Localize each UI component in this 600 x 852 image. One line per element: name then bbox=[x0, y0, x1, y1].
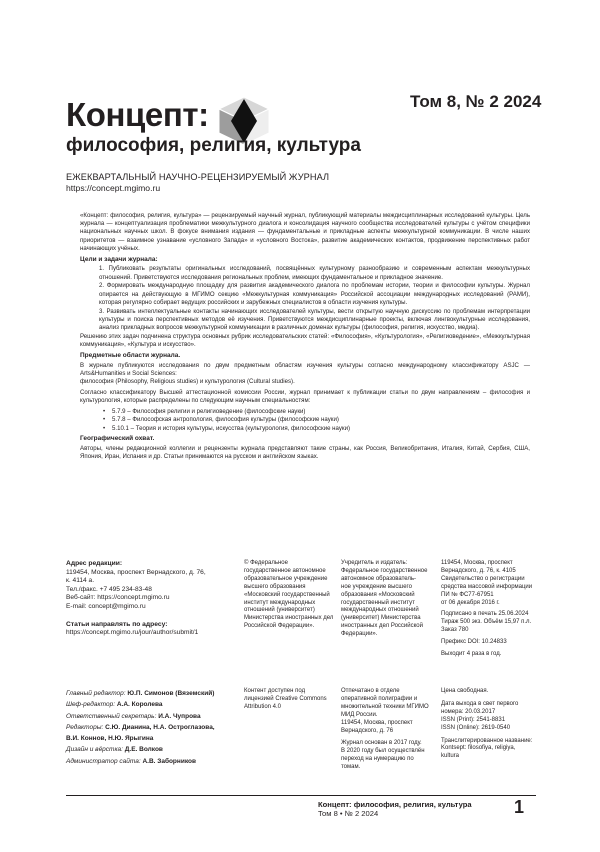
printing-line: множительной техники МГИМО bbox=[341, 703, 429, 710]
asjc-paragraph: В журнале публикуются исследования по двум предметным областям изучения культуры согласно международному классификатору ASJC — Arts&Humanities и Social Sciences: bbox=[80, 362, 530, 378]
phone-line: Тел./факс. +7 495 234-83-48 bbox=[66, 585, 152, 593]
submit-heading: Статьи направлять по адресу: bbox=[66, 620, 168, 628]
staff-name: С.Ю. Дианина, Н.А. Остроглазова, bbox=[105, 723, 215, 731]
publisher-line: государственный институт bbox=[341, 599, 415, 606]
staff-row bbox=[66, 688, 246, 699]
publisher-line: ное учреждение высшего bbox=[341, 583, 412, 590]
journal-subtitle: философия, религия, культура bbox=[66, 135, 361, 156]
publisher-line: Федерации». bbox=[341, 631, 378, 638]
license-line: Контент доступен под bbox=[244, 688, 306, 694]
address-line: 119454, Москва, проспект Вернадского, д. 76, bbox=[66, 568, 206, 576]
printing-block bbox=[341, 688, 437, 772]
first-issue-line: номера: 20.03.2017 bbox=[441, 708, 496, 715]
staff-role: Администратор сайта: bbox=[66, 757, 141, 765]
staff-name: И.А. Чупрова bbox=[158, 712, 201, 720]
license-block bbox=[244, 688, 339, 712]
staff-role: Главный редактор: bbox=[66, 690, 126, 697]
registration-line: Свидетельство о регистрации bbox=[441, 575, 525, 582]
founded-line: Журнал основан в 2017 году. bbox=[341, 740, 422, 747]
goal-item: 2. Формировать международную площадку для развития академического диалога по проблемам истории, теории и философии культуры. Журнал опирается на действующую в МГИМО секцию «Межкультурная коммуникация» Российской ассоциации международных исследований (РАМИ), которая регулярно собирает ведущих российских и зарубежных специалистов в области изучения культуры. bbox=[99, 282, 530, 306]
founder-line: образовательное учреждение bbox=[244, 575, 328, 582]
geo-paragraph: Авторы, члены редакционной коллегии и рецензенты журнала представляют такие страны, как Россия, Великобритания, Италия, Китай, Сербия, США, Япония, Иран, Испания и др. Статьи принимаются на русском и английском языках. bbox=[80, 444, 530, 460]
translit-line: Транслитерированное название: bbox=[441, 737, 533, 744]
editorial-staff bbox=[66, 688, 246, 767]
publisher-line: Учредитель и издатель: bbox=[341, 560, 408, 566]
sections-paragraph: Решению этих задач подчинена структура основных рубрик исследовательских статей: «Философия», «Культурология», «Религиоведение», «Межкультурная коммуникация», «Культура и искусство». bbox=[80, 333, 530, 349]
publisher-line: образования «Московский bbox=[341, 591, 415, 598]
first-issue-line: Дата выхода в свет первого bbox=[441, 700, 519, 707]
founder-line: © Федеральное bbox=[244, 560, 288, 566]
subjects-heading: Предметные области журнала. bbox=[80, 352, 181, 360]
registration-line: 119454, Москва, проспект bbox=[441, 560, 513, 566]
publisher-line: (университет) Министерства bbox=[341, 615, 421, 622]
journal-masthead: Концепт: bbox=[66, 96, 209, 133]
specialties-list bbox=[80, 408, 530, 433]
printing-line: оперативной полиграфии и bbox=[341, 695, 418, 702]
doi-prefix: Префикс DOI: 10.24833 bbox=[441, 639, 507, 646]
printing-line: Отпечатано в отделе bbox=[341, 688, 400, 694]
frequency-line: Выходит 4 раза в год. bbox=[441, 651, 502, 658]
print-info-line: Тираж 500 экз. Объём 15,97 п.л. bbox=[441, 619, 532, 626]
staff-role: Редакторы: bbox=[66, 723, 104, 731]
website-link[interactable]: Веб-сайт: https://concept.mgimo.ru bbox=[66, 594, 170, 602]
specialty-item: • 5.10.1 – Теория и история культуры, искусства (культурология, философские науки) bbox=[112, 425, 530, 433]
registration-line: средства массовой информации bbox=[441, 583, 533, 590]
print-info-line: Заказ 780 bbox=[441, 627, 469, 634]
founder-line: отношений (университет) bbox=[244, 607, 315, 614]
submit-link[interactable]: https://concept.mgimo.ru/jour/author/submit/1 bbox=[66, 629, 199, 637]
staff-role: Шеф-редактор: bbox=[66, 701, 116, 709]
license-line: Attribution 4.0 bbox=[244, 703, 282, 710]
journal-type bbox=[66, 172, 329, 194]
issn-line: ISSN (Print): 2541-8831 bbox=[441, 716, 506, 723]
publisher-line: международных отношений bbox=[341, 607, 419, 614]
publisher-line: иностранных дел Российской bbox=[341, 623, 423, 630]
journal-type-label: ЕЖЕКВАРТАЛЬНЫЙ НАУЧНО-РЕЦЕНЗИРУЕМЫЙ ЖУРНАЛ bbox=[66, 172, 330, 182]
staff-name: А.В. Заборников bbox=[142, 757, 196, 765]
footer-divider bbox=[66, 795, 536, 796]
geo-heading: Географический охват. bbox=[80, 434, 155, 442]
specialty-item: • 5.7.8 – Философская антропология, философия культуры (философские науки) bbox=[112, 416, 530, 424]
founder-line: высшего образования bbox=[244, 583, 306, 590]
staff-row bbox=[66, 733, 246, 744]
goals-heading: Цели и задачи журнала: bbox=[80, 255, 158, 263]
issn-line: ISSN (Online): 2619-0540 bbox=[441, 724, 511, 731]
founder-line: «Московский государственный bbox=[244, 591, 330, 598]
staff-name: А.А. Королева bbox=[116, 701, 163, 709]
staff-role: Дизайн и вёрстка: bbox=[66, 746, 123, 754]
goals-list bbox=[80, 265, 530, 332]
price-block bbox=[441, 688, 541, 761]
email-link[interactable]: E-mail: concept@mgimo.ru bbox=[66, 602, 146, 610]
staff-row bbox=[66, 699, 246, 710]
goal-item: 1. Публиковать результаты оригинальных исследований, посвящённых культурному разнообразию и современным аспектам межкультурных отношений. Приветствуются исследования региональных проблем, имеющих фундаментальное и прикладное значение. bbox=[99, 265, 530, 281]
intro-paragraph: «Концепт: философия, религия, культура» — рецензируемый научный журнал, публикующий материалы междисциплинарных исследований культуры. Цель журнала — концептуализация проблематики межкультурного диалога и консолидация научного сообщества исследователей культуры с учётом специфики национальных научных школ. В фокусе внимания издания — фундаментальные и прикладные аспекты межкультурной коммуникации. В числе наших приоритетов — взаимное узнавание «условного Запада» и «условного Востока», развитие академических контактов, продвижение перспективных работ начинающих учёных. bbox=[80, 212, 530, 252]
staff-name: Д.Е. Волков bbox=[124, 746, 163, 754]
address-heading: Адрес редакции: bbox=[66, 560, 123, 567]
goal-item: 3. Развивать интеллектуальные контакты начинающих исследователей культуры, вести открытую научную дискуссию по проблемам интерпретации культуры и поиска перспективных методов её изучения. Приветствуются междисциплинарные проекты, включая лингвокультурные исследования, анализ прикладных вопросов межкультурной коммуникации в различных доменах культуры (философия, религия, искусство, медиа). bbox=[99, 307, 530, 332]
staff-name: Ю.П. Симонов (Вяземский) bbox=[127, 690, 215, 697]
price-line: Цена свободная. bbox=[441, 688, 489, 694]
footer-title: Концепт: философия, религия, культура bbox=[318, 800, 472, 809]
editorial-address bbox=[66, 560, 236, 638]
staff-row bbox=[66, 711, 246, 722]
printing-line: Вернадского, д. 76 bbox=[341, 727, 394, 734]
publisher-block bbox=[341, 560, 437, 639]
vak-paragraph: Согласно классификатору Высшей аттестационной комиссии России, журнал принимает к публикации статьи по двум направлениям – философия и культурология, которые распределены по следующим научным специальностям: bbox=[80, 389, 530, 405]
running-footer bbox=[318, 800, 472, 818]
journal-url-link[interactable]: https://concept.mgimo.ru bbox=[66, 183, 161, 193]
print-info-line: Подписано в печать 25.06.2024 bbox=[441, 611, 529, 618]
issue-label: Том 8, № 2 2024 bbox=[410, 92, 542, 111]
printing-line: 119454, Москва, проспект bbox=[341, 719, 413, 726]
registration-line: ПИ № ФС77-67951 bbox=[441, 591, 494, 598]
license-line: лицензией Creative Commons bbox=[244, 695, 327, 702]
publisher-line: автономное образователь- bbox=[341, 575, 417, 582]
translit-line: kultura bbox=[441, 753, 460, 760]
footer-issue: Том 8 • № 2 2024 bbox=[318, 809, 379, 818]
founder-line: государственное автономное bbox=[244, 567, 326, 574]
staff-role: Ответственный секретарь: bbox=[66, 712, 157, 720]
staff-row bbox=[66, 756, 246, 767]
founded-line: томам. bbox=[341, 764, 361, 771]
founder-line: институт международных bbox=[244, 599, 316, 606]
publisher-line: Федеральное государственное bbox=[341, 567, 428, 574]
address-line: к. 4114 а. bbox=[66, 577, 95, 585]
staff-name: В.И. Коннов, Н.Ю. Ярыгина bbox=[66, 735, 154, 743]
founded-line: переход на нумерацию по bbox=[341, 756, 414, 763]
registration-block bbox=[441, 560, 541, 659]
printing-line: МИД России. bbox=[341, 711, 378, 718]
founder-line: Министерства иностранных дел bbox=[244, 615, 334, 622]
page-number: 1 bbox=[514, 797, 525, 817]
specialty-item: • 5.7.9 – Философия религии и религиоведение (философские науки) bbox=[112, 408, 530, 416]
translit-line: Kontsept: filosofiya, religiya, bbox=[441, 745, 516, 752]
founder-line: Российской Федерации». bbox=[244, 623, 315, 630]
journal-description bbox=[80, 212, 530, 464]
staff-row bbox=[66, 744, 246, 755]
founded-line: В 2020 году был осуществлён bbox=[341, 748, 425, 755]
registration-line: Вернадского, д. 76, к. 4105 bbox=[441, 567, 516, 574]
registration-line: от 06 декабря 2016 г. bbox=[441, 599, 500, 606]
staff-row bbox=[66, 722, 246, 733]
asjc-areas: философия (Philosophy, Religious studies) и культурология (Cultural studies). bbox=[80, 378, 295, 386]
founder-block bbox=[244, 560, 338, 631]
